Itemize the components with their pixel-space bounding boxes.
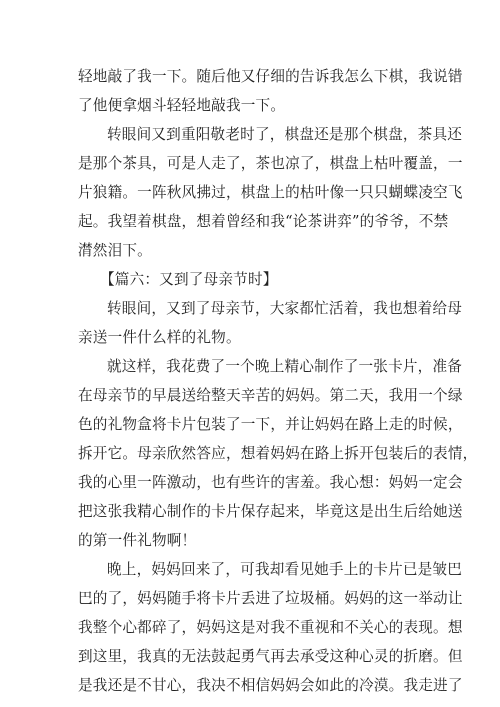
document-page <box>78 62 478 700</box>
section-heading: 【篇六：又到了母亲节时】 <box>100 271 278 288</box>
text-line-12: 在母亲节的早晨送给整天辛苦的妈妈。第二天，我用一个绿 <box>78 387 463 404</box>
text-line-14: 拆开它。母亲欣然答应，想着妈妈在路上拆开包装后的表情， <box>78 445 478 462</box>
text-line-19: 巴的了，妈妈随手将卡片丢进了垃圾桶。妈妈的这一举动让 <box>78 590 463 607</box>
text-line-10: 亲送一件什么样的礼物。 <box>78 329 241 346</box>
text-line-7: 潸然泪下。 <box>78 242 152 259</box>
text-line-6: 起。我望着棋盘，想着曾经和我“论茶讲弈”的爷爷，不禁 <box>78 213 449 230</box>
text-line-18: 晚上，妈妈回来了，可我却看见她手上的卡片已是皱巴 <box>107 561 463 578</box>
text-line-17: 的第一件礼物啊！ <box>78 532 197 549</box>
text-line-16: 把这张我精心制作的卡片保存起来，毕竟这是出生后给她送 <box>78 503 463 520</box>
text-line-2: 了他便拿烟斗轻轻地敲我一下。 <box>78 97 286 114</box>
text-line-3: 转眼间又到重阳敬老时了，棋盘还是那个棋盘，茶具还 <box>107 126 463 143</box>
text-line-11: 就这样，我花费了一个晚上精心制作了一张卡片，准备 <box>107 358 463 375</box>
text-line-13: 色的礼物盒将卡片包装了一下，并让妈妈在路上走的时候， <box>78 416 463 433</box>
text-line-1: 轻地敲了我一下。随后他又仔细的告诉我怎么下棋，我说错 <box>78 68 463 85</box>
text-line-5: 片狼籍。一阵秋风拂过，棋盘上的枯叶像一只只蝴蝶凌空飞 <box>78 184 463 201</box>
text-line-21: 到这里，我真的无法鼓起勇气再去承受这种心灵的折磨。但 <box>78 648 463 665</box>
text-line-20: 我整个心都碎了，妈妈这是对我不重视和不关心的表现。想 <box>78 619 463 636</box>
text-line-9: 转眼间，又到了母亲节，大家都忙活着，我也想着给母 <box>107 300 463 317</box>
text-line-22: 是我还是不甘心，我决不相信妈妈会如此的冷漠。我走进了 <box>78 677 463 694</box>
text-line-15: 我的心里一阵激动，也有些许的害羞。我心想：妈妈一定会 <box>78 474 463 491</box>
text-line-4: 是那个茶具，可是人走了，茶也凉了，棋盘上枯叶覆盖，一 <box>78 155 463 172</box>
